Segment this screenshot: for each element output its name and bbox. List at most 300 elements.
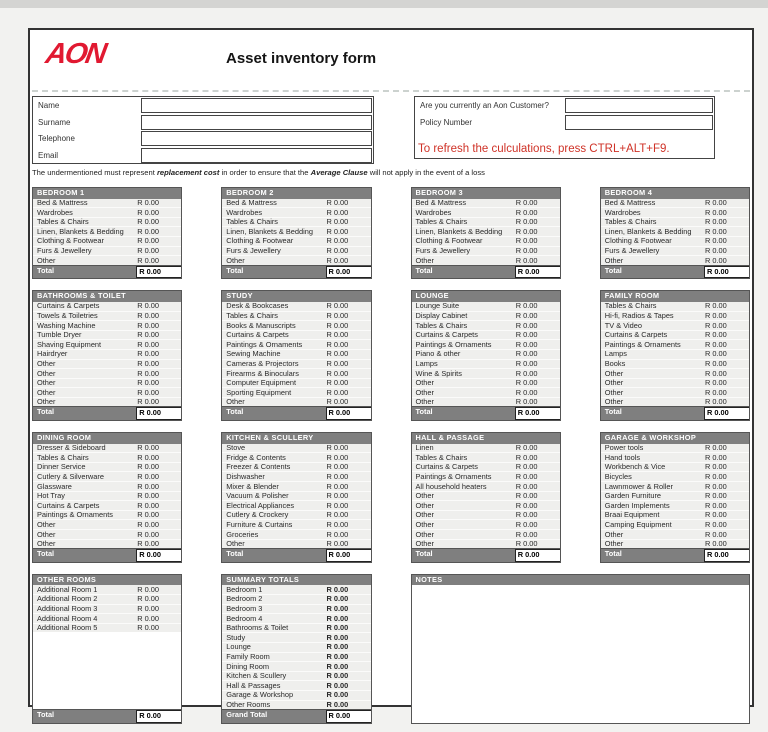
item-value-cell[interactable]: R 0.00 [137, 236, 160, 246]
item-value-cell[interactable]: R 0.00 [515, 311, 538, 321]
item-value-cell[interactable]: R 0.00 [326, 368, 349, 378]
total-label: Total [604, 549, 622, 559]
item-value-cell[interactable]: R 0.00 [515, 462, 538, 472]
item-label: Wardrobes [37, 208, 73, 217]
item-row [222, 444, 370, 453]
item-label: Books [604, 359, 626, 368]
surname-row [33, 115, 373, 131]
item-value-cell[interactable]: R 0.00 [515, 481, 538, 491]
item-value-cell[interactable]: R 0.00 [137, 397, 160, 407]
item-label: Curtains & Carpets [415, 462, 478, 472]
item-row [222, 632, 370, 642]
item-value-cell[interactable]: R 0.00 [137, 594, 160, 604]
item-row [601, 529, 749, 539]
item-value-cell[interactable]: R 0.00 [326, 491, 349, 501]
item-value-cell[interactable]: R 0.00 [705, 529, 727, 539]
item-row [33, 349, 181, 359]
item-row [412, 378, 560, 388]
item-label: Paintings & Ornaments [415, 340, 492, 349]
item-value-cell[interactable]: R 0.00 [326, 652, 349, 662]
item-row [601, 236, 749, 246]
item-value-cell[interactable]: R 0.00 [515, 387, 538, 397]
item-row [33, 199, 181, 208]
item-row [33, 500, 181, 510]
item-label: Additional Room 4 [37, 614, 98, 623]
item-value-cell[interactable]: R 0.00 [515, 397, 538, 407]
item-row [222, 491, 370, 501]
item-value-cell[interactable]: R 0.00 [137, 500, 160, 510]
item-label: Fridge & Contents [226, 453, 286, 462]
item-row [412, 320, 560, 330]
item-label: Study [226, 633, 246, 642]
item-label: Camping Equipment [604, 520, 672, 529]
item-value-cell[interactable]: R 0.00 [515, 452, 538, 462]
item-value-cell[interactable]: R 0.00 [326, 462, 349, 472]
item-row [601, 519, 749, 529]
item-value-cell[interactable]: R 0.00 [137, 207, 160, 217]
item-row [33, 529, 181, 539]
total-label: Total [37, 710, 55, 720]
item-value-cell[interactable]: R 0.00 [705, 368, 727, 378]
item-label: Other [37, 520, 56, 529]
item-value-cell[interactable]: R 0.00 [515, 500, 538, 510]
item-value-cell[interactable]: R 0.00 [705, 207, 727, 217]
item-label: Tables & Chairs [226, 311, 279, 321]
item-label: Display Cabinet [415, 311, 468, 321]
item-label: Wardrobes [415, 208, 452, 217]
item-label: Other [37, 256, 56, 265]
item-value-cell[interactable]: R 0.00 [515, 471, 538, 481]
item-value-cell[interactable]: R 0.00 [326, 632, 349, 642]
item-row [601, 481, 749, 491]
item-row [412, 349, 560, 359]
total-row [601, 265, 749, 279]
item-row [222, 539, 370, 549]
item-value-cell[interactable]: R 0.00 [326, 584, 349, 594]
item-value-cell[interactable]: R 0.00 [137, 471, 160, 481]
item-value-cell[interactable]: R 0.00 [705, 443, 727, 453]
item-value-cell[interactable]: R 0.00 [515, 255, 538, 265]
item-value-cell[interactable]: R 0.00 [326, 198, 349, 208]
item-value-cell[interactable]: R 0.00 [515, 236, 538, 246]
item-value-cell[interactable]: R 0.00 [326, 443, 349, 453]
item-value-cell[interactable]: R 0.00 [137, 387, 160, 397]
item-row [33, 226, 181, 236]
item-value-cell[interactable]: R 0.00 [515, 217, 538, 227]
item-label: Other [604, 369, 624, 378]
item-label: Hall & Passages [226, 681, 281, 690]
total-label: Total [226, 407, 244, 417]
item-row [412, 359, 560, 369]
item-label: Linen, Blankets & Bedding [37, 227, 124, 236]
item-row [412, 311, 560, 321]
item-value-cell[interactable]: R 0.00 [515, 339, 538, 349]
policy-number-input[interactable] [565, 115, 713, 130]
item-value-cell[interactable]: R 0.00 [137, 349, 160, 359]
item-label: Bedroom 4 [226, 614, 263, 623]
item-value-cell[interactable]: R 0.00 [705, 519, 727, 529]
item-value-cell[interactable]: R 0.00 [137, 510, 160, 520]
item-value-cell[interactable]: R 0.00 [515, 320, 538, 330]
item-value-cell[interactable]: R 0.00 [326, 246, 349, 256]
section-header: BEDROOM 3 [412, 188, 560, 199]
section-bedroom-3 [411, 187, 561, 279]
item-value-cell[interactable]: R 0.00 [705, 491, 727, 501]
item-label: Curtains & Carpets [415, 330, 478, 340]
item-value-cell[interactable]: R 0.00 [705, 462, 727, 472]
section-body [33, 585, 181, 632]
total-value-cell: R 0.00 [136, 710, 181, 723]
notes-area[interactable] [412, 585, 750, 722]
section-header: STUDY [222, 291, 370, 302]
item-value-cell[interactable]: R 0.00 [326, 339, 349, 349]
item-row [222, 311, 370, 321]
item-row [222, 226, 370, 236]
item-row [412, 539, 560, 549]
item-row [222, 529, 370, 539]
email-row [33, 148, 373, 164]
item-row [33, 510, 181, 520]
item-value-cell[interactable]: R 0.00 [137, 452, 160, 462]
telephone-input[interactable] [141, 131, 372, 146]
item-row [222, 462, 370, 472]
item-value-cell[interactable]: R 0.00 [326, 700, 349, 709]
item-value-cell[interactable]: R 0.00 [137, 613, 160, 623]
item-value-cell[interactable]: R 0.00 [326, 623, 349, 633]
item-value-cell[interactable]: R 0.00 [137, 368, 160, 378]
item-value-cell[interactable]: R 0.00 [137, 339, 160, 349]
item-value-cell[interactable]: R 0.00 [326, 471, 349, 481]
item-value-cell[interactable]: R 0.00 [137, 359, 160, 368]
total-row [33, 265, 181, 279]
item-row [601, 255, 749, 265]
item-label: Additional Room 5 [37, 623, 98, 633]
item-value-cell[interactable]: R 0.00 [326, 397, 349, 407]
item-value-cell[interactable]: R 0.00 [515, 349, 538, 359]
item-label: Lounge Suite [415, 301, 460, 311]
item-value-cell[interactable]: R 0.00 [515, 359, 538, 368]
item-row [601, 349, 749, 359]
item-label: Tables & Chairs [415, 453, 468, 462]
item-value-cell[interactable]: R 0.00 [705, 500, 727, 510]
item-value-cell[interactable]: R 0.00 [326, 613, 349, 623]
item-row [33, 217, 181, 227]
item-value-cell[interactable]: R 0.00 [326, 642, 349, 652]
item-value-cell[interactable]: R 0.00 [137, 584, 160, 594]
item-value-cell[interactable]: R 0.00 [326, 359, 349, 368]
aon-customer-row [415, 98, 714, 114]
item-value-cell[interactable]: R 0.00 [705, 226, 727, 236]
item-value-cell[interactable]: R 0.00 [705, 397, 727, 407]
item-row [33, 585, 181, 594]
item-row [601, 226, 749, 236]
item-value-cell[interactable]: R 0.00 [137, 529, 160, 539]
item-row [412, 217, 560, 227]
section-header: NOTES [412, 575, 750, 586]
item-value-cell[interactable]: R 0.00 [515, 368, 538, 378]
item-row [222, 199, 370, 208]
item-value-cell[interactable]: R 0.00 [326, 255, 349, 265]
surname-input[interactable] [141, 115, 372, 130]
item-value-cell[interactable]: R 0.00 [515, 539, 538, 549]
item-value-cell[interactable]: R 0.00 [137, 255, 160, 265]
item-row [33, 246, 181, 256]
item-row [601, 199, 749, 208]
item-value-cell[interactable]: R 0.00 [326, 671, 349, 681]
item-row [601, 359, 749, 369]
item-value-cell[interactable]: R 0.00 [137, 378, 160, 388]
item-label: Clothing & Footwear [226, 236, 294, 246]
item-row [33, 539, 181, 549]
item-value-cell[interactable]: R 0.00 [705, 387, 727, 397]
item-value-cell[interactable]: R 0.00 [326, 481, 349, 491]
item-label: Lamps [415, 359, 438, 368]
item-value-cell[interactable]: R 0.00 [705, 481, 727, 491]
item-label: Other [415, 510, 434, 520]
item-row [33, 236, 181, 246]
page-title: Asset inventory form [226, 50, 377, 67]
item-label: Other [604, 397, 624, 407]
item-row [601, 378, 749, 388]
item-label: Furniture & Curtains [226, 520, 293, 529]
section-body [412, 444, 560, 549]
item-value-cell[interactable]: R 0.00 [515, 491, 538, 501]
item-value-cell[interactable]: R 0.00 [515, 378, 538, 388]
aon-logo: AON [43, 38, 108, 70]
section-header: LOUNGE [412, 291, 560, 302]
item-value-cell[interactable]: R 0.00 [326, 680, 349, 690]
item-value-cell[interactable]: R 0.00 [326, 519, 349, 529]
item-value-cell[interactable]: R 0.00 [137, 519, 160, 529]
item-row [601, 491, 749, 501]
item-row [222, 255, 370, 265]
item-value-cell[interactable]: R 0.00 [705, 539, 727, 549]
item-value-cell[interactable]: R 0.00 [705, 255, 727, 265]
item-value-cell[interactable]: R 0.00 [705, 246, 727, 256]
item-value-cell[interactable]: R 0.00 [137, 226, 160, 236]
item-row [412, 491, 560, 501]
item-value-cell[interactable]: R 0.00 [137, 462, 160, 472]
total-label: Total [415, 407, 433, 417]
item-row [601, 302, 749, 311]
item-value-cell[interactable]: R 0.00 [326, 349, 349, 359]
item-label: Other [415, 520, 434, 529]
item-value-cell[interactable]: R 0.00 [137, 301, 160, 311]
item-value-cell[interactable]: R 0.00 [137, 198, 160, 208]
item-value-cell[interactable]: R 0.00 [705, 359, 727, 368]
item-value-cell[interactable]: R 0.00 [705, 198, 727, 208]
item-label: Other [37, 378, 56, 388]
item-value-cell[interactable]: R 0.00 [326, 661, 349, 671]
item-value-cell[interactable]: R 0.00 [515, 207, 538, 217]
section-body [222, 444, 370, 549]
item-value-cell[interactable]: R 0.00 [705, 217, 727, 227]
item-row [33, 594, 181, 604]
item-label: Other [415, 397, 434, 407]
item-row [33, 311, 181, 321]
item-label: Other [226, 397, 245, 407]
item-label: Hairdryer [37, 349, 68, 359]
item-label: Tumble Dryer [37, 330, 82, 340]
item-row [601, 311, 749, 321]
total-label: Total [37, 549, 55, 559]
item-value-cell[interactable]: R 0.00 [326, 604, 349, 614]
item-value-cell[interactable]: R 0.00 [326, 500, 349, 510]
item-row [412, 207, 560, 217]
item-label: Lounge [226, 642, 251, 652]
item-value-cell[interactable]: R 0.00 [137, 217, 160, 227]
item-row [412, 255, 560, 265]
item-value-cell[interactable]: R 0.00 [705, 471, 727, 481]
item-value-cell[interactable]: R 0.00 [137, 311, 160, 321]
item-value-cell[interactable]: R 0.00 [705, 330, 727, 340]
item-label: Curtains & Carpets [604, 330, 668, 340]
item-row [222, 500, 370, 510]
item-label: Hot Tray [37, 491, 65, 501]
email-input[interactable] [141, 148, 372, 163]
item-value-cell[interactable]: R 0.00 [326, 236, 349, 246]
section-header: GARAGE & WORKSHOP [601, 433, 749, 444]
name-input[interactable] [141, 98, 372, 113]
section-body [222, 302, 370, 407]
item-row [33, 604, 181, 614]
item-label: Wardrobes [604, 208, 641, 217]
item-label: Freezer & Contents [226, 462, 291, 472]
item-label: Other [37, 369, 56, 378]
item-value-cell[interactable]: R 0.00 [705, 510, 727, 520]
item-row [33, 462, 181, 472]
item-label: Bed & Mattress [415, 198, 467, 208]
item-value-cell[interactable]: R 0.00 [515, 510, 538, 520]
item-value-cell[interactable]: R 0.00 [515, 519, 538, 529]
item-value-cell[interactable]: R 0.00 [515, 330, 538, 340]
item-value-cell[interactable]: R 0.00 [326, 510, 349, 520]
item-label: Other [604, 530, 624, 539]
item-row [33, 481, 181, 491]
section-body [601, 199, 749, 265]
item-row [33, 378, 181, 388]
section-lounge [411, 290, 561, 421]
item-value-cell[interactable]: R 0.00 [515, 443, 538, 453]
item-value-cell[interactable]: R 0.00 [326, 529, 349, 539]
item-label: Furs & Jewellery [37, 246, 92, 256]
item-value-cell[interactable]: R 0.00 [137, 320, 160, 330]
item-label: Bed & Mattress [226, 198, 277, 208]
section-body [33, 199, 181, 265]
item-row [222, 585, 370, 594]
item-row [412, 519, 560, 529]
aon-customer-input[interactable] [565, 98, 713, 113]
name-row [33, 98, 373, 114]
total-value-cell: R 0.00 [326, 407, 371, 420]
aon-customer-label: Are you currently an Aon Customer? [420, 101, 549, 110]
item-value-cell[interactable]: R 0.00 [705, 378, 727, 388]
item-value-cell[interactable]: R 0.00 [705, 236, 727, 246]
item-label: Family Room [226, 652, 270, 662]
item-value-cell[interactable]: R 0.00 [326, 378, 349, 388]
item-value-cell[interactable]: R 0.00 [137, 246, 160, 256]
item-value-cell[interactable]: R 0.00 [326, 539, 349, 549]
item-value-cell[interactable]: R 0.00 [137, 330, 160, 340]
item-value-cell[interactable]: R 0.00 [326, 452, 349, 462]
section-hall-passage [411, 432, 561, 563]
item-row [601, 246, 749, 256]
item-value-cell[interactable]: R 0.00 [705, 301, 727, 311]
item-row [601, 471, 749, 481]
item-value-cell[interactable]: R 0.00 [137, 481, 160, 491]
item-value-cell[interactable]: R 0.00 [137, 443, 160, 453]
item-value-cell[interactable]: R 0.00 [326, 226, 349, 236]
item-value-cell[interactable]: R 0.00 [326, 320, 349, 330]
total-label: Grand Total [226, 710, 268, 720]
section-bedroom-2 [221, 187, 371, 279]
item-value-cell[interactable]: R 0.00 [326, 301, 349, 311]
item-label: Additional Room 1 [37, 585, 98, 594]
item-value-cell[interactable]: R 0.00 [705, 349, 727, 359]
item-row [222, 690, 370, 700]
item-value-cell[interactable]: R 0.00 [326, 207, 349, 217]
item-row [33, 302, 181, 311]
item-label: Garden Implements [604, 501, 670, 510]
item-value-cell[interactable]: R 0.00 [705, 311, 727, 321]
item-value-cell[interactable]: R 0.00 [515, 226, 538, 236]
item-value-cell[interactable]: R 0.00 [326, 330, 349, 340]
item-label: Hi-fi, Radios & Tapes [604, 311, 674, 321]
item-value-cell[interactable]: R 0.00 [705, 320, 727, 330]
item-label: Bedroom 1 [226, 585, 263, 594]
item-row [222, 481, 370, 491]
item-value-cell[interactable]: R 0.00 [137, 539, 160, 549]
item-label: Clothing & Footwear [37, 236, 104, 246]
item-row [412, 444, 560, 453]
item-row [222, 642, 370, 652]
telephone-row [33, 131, 373, 147]
item-value-cell[interactable]: R 0.00 [137, 491, 160, 501]
item-label: Clothing & Footwear [415, 236, 483, 246]
item-label: Paintings & Ornaments [604, 340, 681, 349]
item-value-cell[interactable]: R 0.00 [515, 301, 538, 311]
item-label: Tables & Chairs [604, 301, 657, 311]
item-row [601, 510, 749, 520]
item-label: Glassware [37, 482, 72, 491]
item-value-cell[interactable]: R 0.00 [326, 311, 349, 321]
item-value-cell[interactable]: R 0.00 [326, 594, 349, 604]
item-value-cell[interactable]: R 0.00 [326, 690, 349, 700]
item-row [222, 302, 370, 311]
item-value-cell[interactable]: R 0.00 [137, 604, 160, 614]
item-label: Bathrooms & Toilet [226, 623, 289, 633]
item-value-cell[interactable]: R 0.00 [515, 198, 538, 208]
item-row [222, 320, 370, 330]
asset-inventory-form-sheet [28, 28, 754, 721]
item-value-cell[interactable]: R 0.00 [326, 387, 349, 397]
item-value-cell[interactable]: R 0.00 [705, 452, 727, 462]
item-row [412, 387, 560, 397]
item-value-cell[interactable]: R 0.00 [515, 246, 538, 256]
item-row [601, 368, 749, 378]
item-label: Furs & Jewellery [226, 246, 281, 256]
item-value-cell[interactable]: R 0.00 [515, 529, 538, 539]
item-row [412, 510, 560, 520]
total-value-cell: R 0.00 [136, 407, 181, 420]
item-value-cell[interactable]: R 0.00 [705, 339, 727, 349]
total-value-cell: R 0.00 [704, 266, 749, 279]
item-value-cell[interactable]: R 0.00 [137, 623, 160, 633]
item-label: Furs & Jewellery [604, 246, 660, 256]
item-row [33, 359, 181, 369]
item-row [412, 226, 560, 236]
item-value-cell[interactable]: R 0.00 [326, 217, 349, 227]
